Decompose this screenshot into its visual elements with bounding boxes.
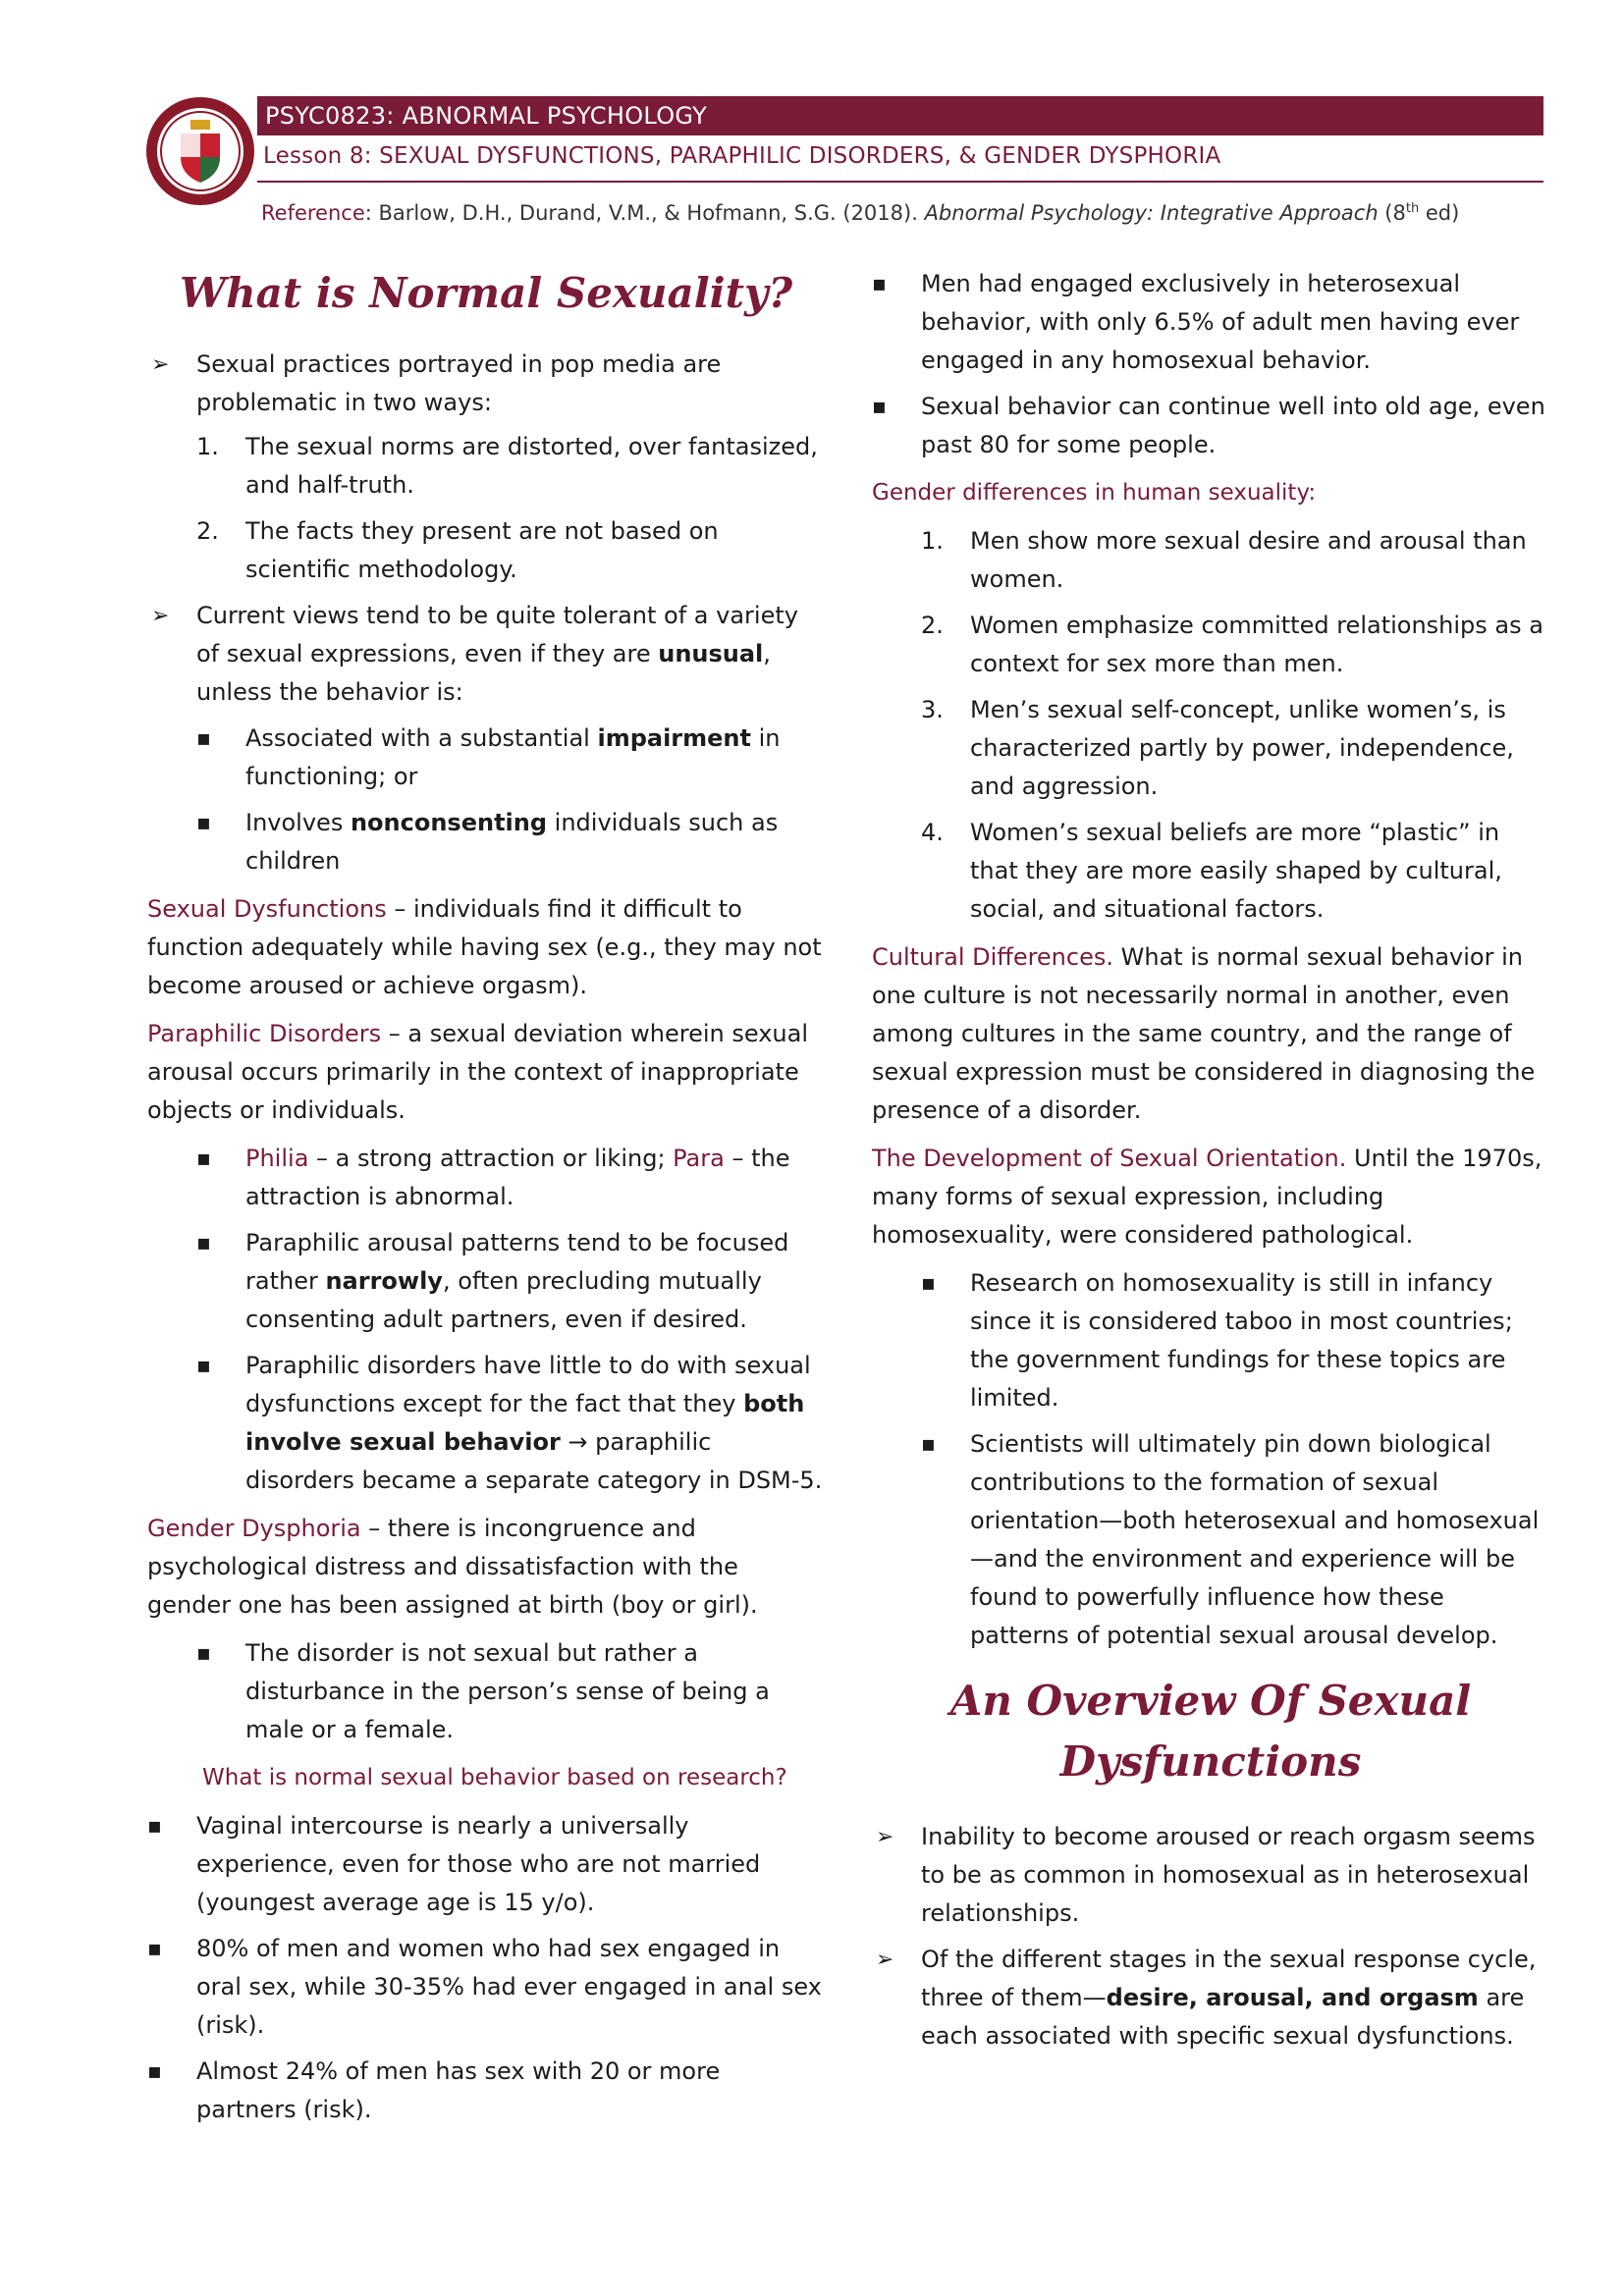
- numbered-item: 4. Women’s sexual beliefs are more “plastic” in that they are more easily shaped by cultural, social, and situational factors.: [921, 819, 1502, 923]
- definition-gender-dysphoria: Gender Dysphoria – there is incongruence and psychological distress and dissatisfaction with the gender one has been assigned at birth (boy or girl).: [147, 1515, 758, 1619]
- square-bullet-icon: ▪: [196, 811, 211, 835]
- section-title-normal-sexuality: What is Normal Sexuality?: [179, 269, 793, 317]
- numbered-item: 1. Men show more sexual desire and arousal than women.: [921, 527, 1527, 593]
- definition-sexual-orientation: The Development of Sexual Orientation. Until the 1970s, many forms of sexual expression, including homosexuality, were considered pathological.: [872, 1145, 1543, 1249]
- sub-bullet: ▪ Involves nonconsenting individuals such as children: [147, 804, 825, 881]
- research-bullet: ▪ Men had engaged exclusively in heterosexual behavior, with only 6.5% of adult men having ever engaged in any homosexual behavior.: [872, 265, 1549, 380]
- square-bullet-icon: ▪: [147, 1937, 162, 1961]
- lesson-title: Lesson 8: SEXUAL DYSFUNCTIONS, PARAPHILIC DISORDERS, & GENDER DYSPHORIA: [263, 143, 1221, 169]
- left-column: [147, 265, 825, 2137]
- square-bullet-icon: ▪: [147, 1814, 162, 1839]
- course-title-bar: PSYC0823: ABNORMAL PSYCHOLOGY: [257, 96, 1543, 135]
- square-bullet-icon: ▪: [921, 1432, 936, 1457]
- sub-bullet: ▪ The disorder is not sexual but rather a disturbance in the person’s sense of being a male or a female.: [147, 1634, 825, 1749]
- bullet-current-views: ➢ Current views tend to be quite tolerant of a variety of sexual expressions, even if they are unusual, unless the behavior is:: [147, 597, 825, 712]
- sub-bullet: ▪ Paraphilic disorders have little to do with sexual dysfunctions except for the fact that they both involve sexual behavior → paraphilic disorders became a separate category in DSM-5.: [147, 1347, 825, 1500]
- definition-paraphilic-disorders: Paraphilic Disorders – a sexual deviation wherein sexual arousal occurs primarily in the context of inappropriate objects or individuals.: [147, 1020, 809, 1124]
- research-bullet: ▪ Almost 24% of men has sex with 20 or more partners (risk).: [147, 2053, 825, 2129]
- reference-label: Reference: [261, 201, 365, 225]
- square-bullet-icon: ▪: [872, 272, 887, 296]
- arrow-bullet-icon: ➢: [876, 1948, 894, 1972]
- research-bullet: ▪ Vaginal intercourse is nearly a universally experience, even for those who are not married (youngest average age is 15 y/o).: [147, 1807, 825, 1922]
- bullet-pop-media: ➢ Sexual practices portrayed in pop media are problematic in two ways:: [147, 346, 825, 422]
- research-bullet: ▪ Sexual behavior can continue well into old age, even past 80 for some people.: [872, 388, 1549, 464]
- square-bullet-icon: ▪: [196, 1147, 211, 1171]
- term-sexual-orientation: The Development of Sexual Orientation.: [872, 1145, 1347, 1172]
- research-subheading: What is normal sexual behavior based on research?: [202, 1765, 787, 1790]
- term-gender-dysphoria: Gender Dysphoria: [147, 1515, 361, 1542]
- university-seal-logo: [145, 96, 255, 206]
- arrow-bullet-icon: ➢: [876, 1825, 894, 1849]
- bullet-inability: ➢ Inability to become aroused or reach orgasm seems to be as common in homosexual as in heterosexual relationships.: [872, 1818, 1549, 1933]
- research-bullet: ▪ 80% of men and women who had sex engaged in oral sex, while 30-35% had ever engaged in anal sex (risk).: [147, 1930, 825, 2045]
- square-bullet-icon: ▪: [196, 726, 211, 751]
- square-bullet-icon: ▪: [872, 395, 887, 419]
- reference-line: Reference: Barlow, D.H., Durand, V.M., & Hofmann, S.G. (2018). Abnormal Psychology: Integrative Approach (8th ed): [261, 201, 1460, 225]
- term-paraphilic-disorders: Paraphilic Disorders: [147, 1020, 382, 1047]
- square-bullet-icon: ▪: [147, 2059, 162, 2084]
- sub-bullet: ▪ Philia – a strong attraction or liking; Para – the attraction is abnormal.: [147, 1140, 825, 1216]
- square-bullet-icon: ▪: [196, 1354, 211, 1378]
- sub-bullet: ▪ Paraphilic arousal patterns tend to be focused rather narrowly, often precluding mutually consenting adult partners, even if desired.: [147, 1224, 825, 1339]
- sub-bullet: ▪ Research on homosexuality is still in infancy since it is considered taboo in most countries; the government fundings for these topics are limited.: [872, 1264, 1549, 1417]
- bullet-stages: ➢ Of the different stages in the sexual response cycle, three of them—desire, arousal, and orgasm are each associated with specific sexual dysfunctions.: [872, 1941, 1549, 2056]
- numbered-item: 1. The sexual norms are distorted, over fantasized, and half-truth.: [196, 433, 818, 499]
- term-sexual-dysfunctions: Sexual Dysfunctions: [147, 895, 387, 923]
- right-column: [872, 265, 1549, 2063]
- gender-differences-subheading: Gender differences in human sexuality:: [872, 480, 1317, 506]
- sub-bullet: ▪ Associated with a substantial impairment in functioning; or: [147, 720, 825, 796]
- definition-cultural-differences: Cultural Differences. What is normal sexual behavior in one culture is not necessarily normal in another, even among cultures in the same country, and the range of sexual expression must be considered in diagnosing the presence of a disorder.: [872, 943, 1536, 1124]
- reference-book-title: Abnormal Psychology: Integrative Approach: [924, 201, 1379, 225]
- sub-bullet: ▪ Scientists will ultimately pin down biological contributions to the formation of sexual orientation—both heterosexual and homosexual—and the environment and experience will be found to powerfully influence how these patterns of potential sexual arousal develop.: [872, 1425, 1549, 1655]
- square-bullet-icon: ▪: [921, 1271, 936, 1296]
- numbered-item: 3. Men’s sexual self-concept, unlike women’s, is characterized partly by power, independence, and aggression.: [921, 696, 1514, 800]
- header-divider: [257, 181, 1543, 183]
- square-bullet-icon: ▪: [196, 1231, 211, 1255]
- arrow-bullet-icon: ➢: [151, 352, 170, 377]
- numbered-item: 2. Women emphasize committed relationships as a context for sex more than men.: [921, 612, 1543, 677]
- numbered-item: 2. The facts they present are not based on scientific methodology.: [196, 517, 719, 583]
- square-bullet-icon: ▪: [196, 1641, 211, 1666]
- term-cultural-differences: Cultural Differences.: [872, 943, 1113, 971]
- definition-sexual-dysfunctions: Sexual Dysfunctions – individuals find it difficult to function adequately while having sex (e.g., they may not become aroused or achieve orgasm).: [147, 895, 822, 999]
- arrow-bullet-icon: ➢: [151, 604, 170, 628]
- section-title-overview: An Overview Of Sexual Dysfunctions: [949, 1677, 1472, 1786]
